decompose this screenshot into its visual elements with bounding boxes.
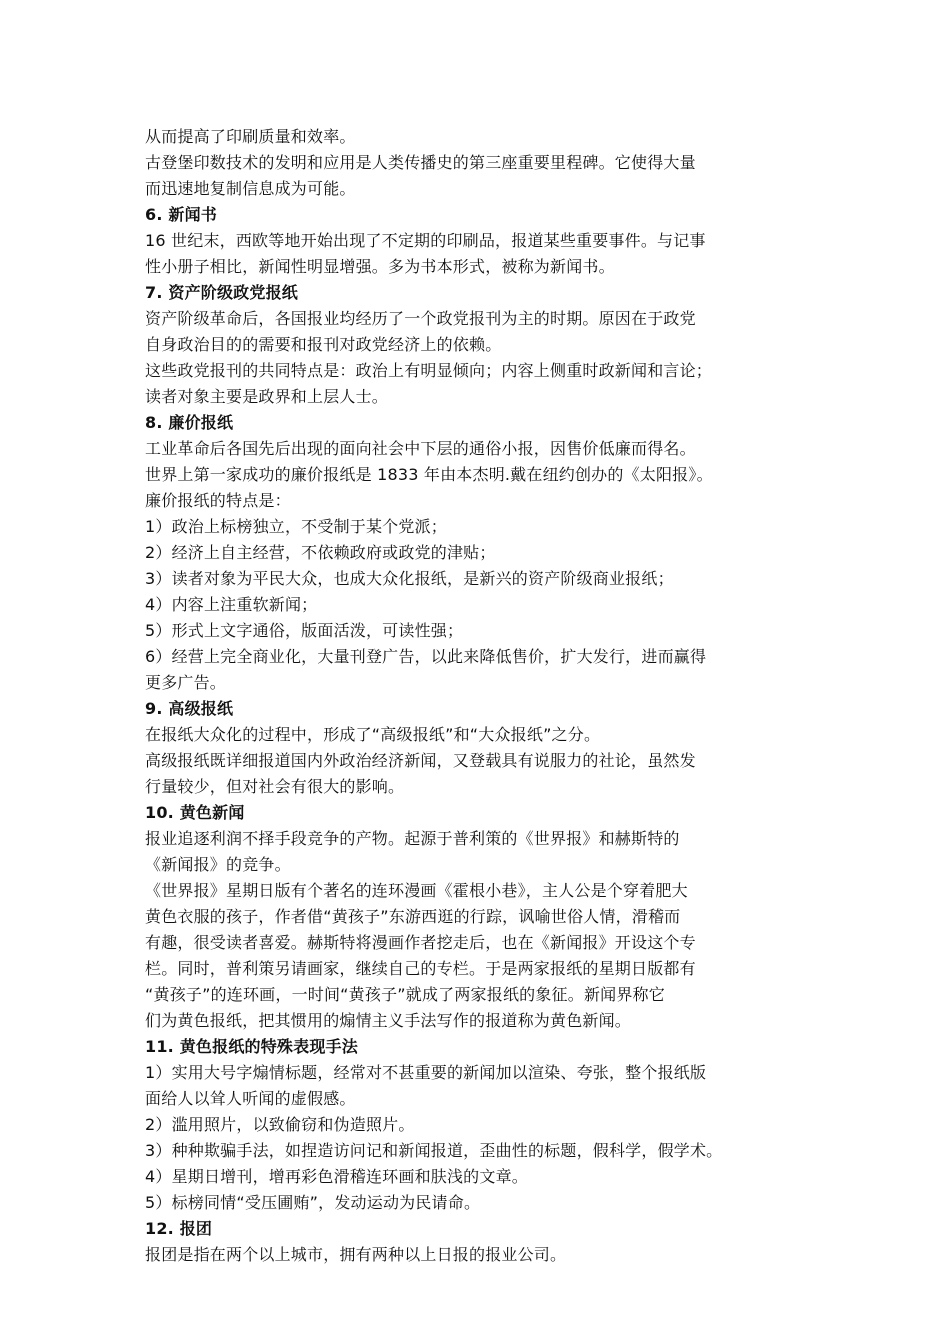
text-line: 《新闻报》的竞争。 (145, 855, 291, 874)
text-line: 1）实用大号字煽情标题，经常对不甚重要的新闻加以渲染、夸张，整个报纸版 (145, 1063, 707, 1082)
text-line: 自身政治目的的需要和报刊对政党经济上的依赖。 (145, 335, 502, 354)
text-line: 6）经营上完全商业化，大量刊登广告，以此来降低售价，扩大发行，进而赢得 (145, 647, 707, 666)
section-heading: 10. 黄色新闻 (145, 803, 245, 822)
text-line: 5）形式上文字通俗，版面活泼，可读性强； (145, 621, 464, 640)
section-heading: 6. 新闻书 (145, 205, 217, 224)
section-heading: 9. 高级报纸 (145, 699, 234, 718)
text-line: 性小册子相比，新闻性明显增强。多为书本形式，被称为新闻书。 (145, 257, 615, 276)
text-line: 们为黄色报纸，把其惯用的煽情主义手法写作的报道称为黄色新闻。 (145, 1011, 632, 1030)
text-line: 廉价报纸的特点是： (145, 491, 291, 510)
text-line: 4）星期日增刊，增再彩色滑稽连环画和肤浅的文章。 (145, 1167, 528, 1186)
text-line: 16 世纪末，西欧等地开始出现了不定期的印刷品，报道某些重要事件。与记事 (145, 231, 706, 250)
text-line: 5）标榜同情“受压圃贿”，发动运动为民请命。 (145, 1193, 481, 1212)
text-line: 高级报纸既详细报道国内外政治经济新闻，又登载具有说服力的社论，虽然发 (145, 751, 696, 770)
text-line: 2）滥用照片，以致偷窃和伪造照片。 (145, 1115, 415, 1134)
text-line: 世界上第一家成功的廉价报纸是 1833 年由本杰明.戴在纽约创办的《太阳报》。 (145, 465, 713, 484)
text-line: 工业革命后各国先后出现的面向社会中下层的通俗小报，因售价低廉而得名。 (145, 439, 696, 458)
text-line: “黄孩子”的连环画，一时间“黄孩子”就成了两家报纸的象征。新闻界称它 (145, 985, 665, 1004)
text-line: 栏。同时，普利策另请画家，继续自己的专栏。于是两家报纸的星期日版都有 (145, 959, 696, 978)
text-line: 4）内容上注重软新闻； (145, 595, 318, 614)
text-line: 而迅速地复制信息成为可能。 (145, 179, 356, 198)
text-line: 读者对象主要是政界和上层人士。 (145, 387, 389, 406)
text-line: 这些政党报刊的共同特点是：政治上有明显倾向；内容上侧重时政新闻和言论； (145, 361, 713, 380)
text-line: 有趣，很受读者喜爱。赫斯特将漫画作者挖走后，也在《新闻报》开设这个专 (145, 933, 696, 952)
text-line: 1）政治上标榜独立，不受制于某个党派； (145, 517, 447, 536)
text-line: 3）读者对象为平民大众，也成大众化报纸，是新兴的资产阶级商业报纸； (145, 569, 674, 588)
section-heading: 11. 黄色报纸的特殊表现手法 (145, 1037, 358, 1056)
text-line: 《世界报》星期日版有个著名的连环漫画《霍根小巷》，主人公是个穿着肥大 (145, 881, 688, 900)
text-line: 面给人以耸人听闻的虚假感。 (145, 1089, 356, 1108)
section-heading: 7. 资产阶级政党报纸 (145, 283, 298, 302)
text-line: 在报纸大众化的过程中，形成了“高级报纸”和“大众报纸”之分。 (145, 725, 601, 744)
section-heading: 12. 报团 (145, 1219, 213, 1238)
text-line: 行量较少，但对社会有很大的影响。 (145, 777, 405, 796)
text-line: 3）种种欺骗手法，如捏造访问记和新闻报道，歪曲性的标题，假科学，假学术。 (145, 1141, 723, 1160)
text-line: 黄色衣服的孩子，作者借“黄孩子”东游西逛的行踪，讽喻世俗人情，滑稽而 (145, 907, 681, 926)
text-line: 资产阶级革命后，各国报业均经历了一个政党报刊为主的时期。原因在于政党 (145, 309, 696, 328)
text-line: 从而提高了印刷质量和效率。 (145, 127, 356, 146)
text-line: 2）经济上自主经营，不依赖政府或政党的津贴； (145, 543, 496, 562)
text-line: 更多广告。 (145, 673, 227, 692)
text-line: 报业追逐利润不择手段竞争的产物。起源于普利策的《世界报》和赫斯特的 (145, 829, 680, 848)
text-line: 报团是指在两个以上城市，拥有两种以上日报的报业公司。 (145, 1245, 567, 1264)
document-page (145, 124, 825, 1268)
section-heading: 8. 廉价报纸 (145, 413, 234, 432)
text-line: 古登堡印数技术的发明和应用是人类传播史的第三座重要里程碑。它使得大量 (145, 153, 696, 172)
